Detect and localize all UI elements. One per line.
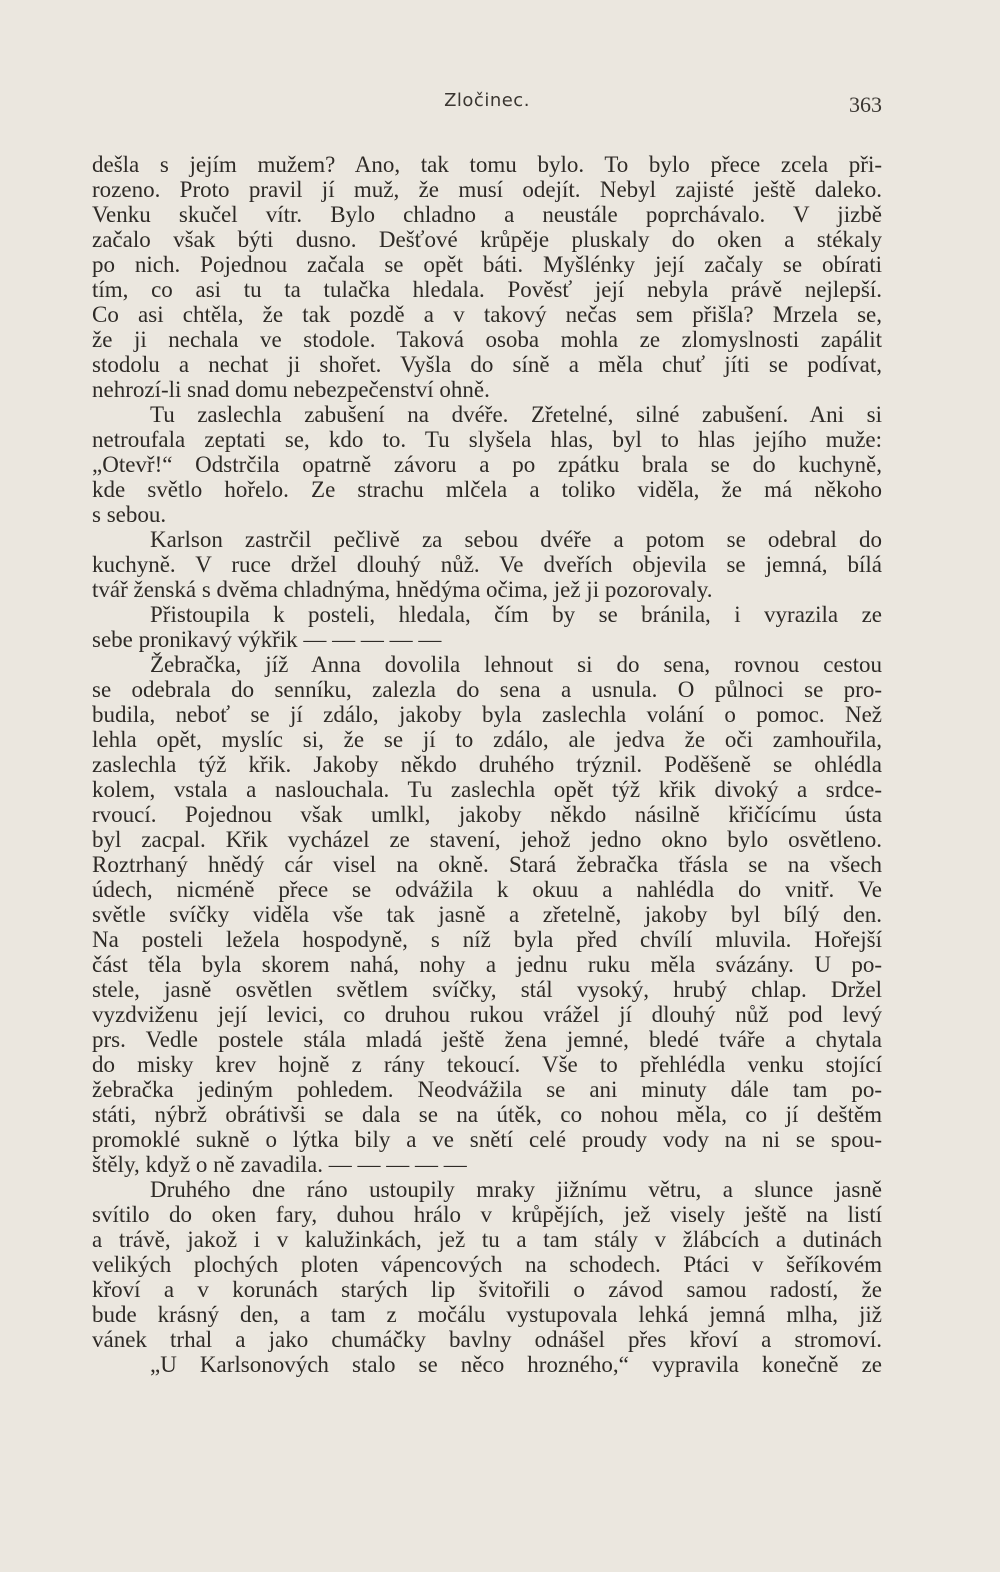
text-line: zaslechla týž křik. Jakoby někdo druhého trýznil. Poděšeně se ohlédla bbox=[92, 752, 882, 777]
text-line: rvoucí. Pojednou však umlkl, jakoby někdo násilně křičícímu ústa bbox=[92, 802, 882, 827]
chapter-title: Zločinec. bbox=[444, 90, 530, 111]
text-line: netroufala zeptati se, kdo to. Tu slyšela hlas, byl to hlas jejího muže: bbox=[92, 427, 882, 452]
text-line: svítilo do oken fary, duhou hrálo v krůpějích, jež visely ještě na listí bbox=[92, 1202, 882, 1227]
text-line: stele, jasně osvětlen světlem svíčky, stál vysoký, hrubý chlap. Držel bbox=[92, 977, 882, 1002]
text-line: Co asi chtěla, že tak pozdě a v takový nečas sem přišla? Mrzela se, bbox=[92, 302, 882, 327]
text-line: kolem, vstala a naslouchala. Tu zaslechla opět týž křik divoký a srdce- bbox=[92, 777, 882, 802]
text-line: vánek trhal a jako chumáčky bavlny odnášel přes křoví a stromoví. bbox=[92, 1327, 882, 1352]
text-line: Přistoupila k posteli, hledala, čím by se bránila, i vyrazila ze bbox=[150, 602, 882, 627]
text-line: sebe pronikavý výkřik — — — — — bbox=[92, 627, 442, 652]
text-line: byl zacpal. Křik vycházel ze stavení, jehož jedno okno bylo osvětleno. bbox=[92, 827, 882, 852]
text-line: kuchyně. V ruce držel dlouhý nůž. Ve dveřích objevila se jemná, bílá bbox=[92, 552, 882, 577]
text-line: světle svíčky viděla vše tak jasně a zřetelně, jakoby byl bílý den. bbox=[92, 902, 882, 927]
text-line: štěly, když o ně zavadila. — — — — — bbox=[92, 1152, 467, 1177]
text-line: tím, co asi tu ta tulačka hledala. Pověsť její nebyla právě nejlepší. bbox=[92, 277, 882, 302]
text-line: dešla s jejím mužem? Ano, tak tomu bylo. To bylo přece zcela při- bbox=[92, 152, 882, 177]
text-line: tvář ženská s dvěma chladnýma, hnědýma očima, jež ji pozorovaly. bbox=[92, 577, 713, 602]
text-line: budila, neboť se jí zdálo, jakoby byla zaslechla volání o pomoc. Než bbox=[92, 702, 882, 727]
text-line: Roztrhaný hnědý cár visel na okně. Stará žebračka třásla se na všech bbox=[92, 852, 882, 877]
text-line: žebračka jediným pohledem. Neodvážila se ani minuty dále tam po- bbox=[92, 1077, 882, 1102]
text-line: „Otevř!“ Odstrčila opatrně závoru a po zpátku brala se do kuchyně, bbox=[92, 452, 882, 477]
page-number: 363 bbox=[849, 92, 882, 117]
text-line: začalo však býti dusno. Dešťové krůpěje pluskaly do oken a stékaly bbox=[92, 227, 882, 252]
text-line: promoklé sukně o lýtka bily a ve snětí celé proudy vody na ni se spou- bbox=[92, 1127, 882, 1152]
text-line: Tu zaslechla zabušení na dvéře. Zřetelné, silné zabušení. Ani si bbox=[150, 402, 882, 427]
text-line: do misky krev hojně z rány tekoucí. Vše to přehlédla venku stojící bbox=[92, 1052, 882, 1077]
text-line: vyzdviženu její levici, co druhou rukou vrážel jí dlouhý nůž pod levý bbox=[92, 1002, 882, 1027]
running-head bbox=[92, 90, 882, 120]
text-line: Karlson zastrčil pečlivě za sebou dvéře a potom se odebral do bbox=[150, 527, 882, 552]
text-line: Na posteli ležela hospodyně, s níž byla před chvílí mluvila. Hořejší bbox=[92, 927, 882, 952]
text-line: nehrozí-li snad domu nebezpečenství ohně. bbox=[92, 377, 490, 402]
text-line: Druhého dne ráno ustoupily mraky jižnímu větru, a slunce jasně bbox=[150, 1177, 882, 1202]
text-line: stodolu a nechat ji shořet. Vyšla do síně a měla chuť jíti se podívat, bbox=[92, 352, 882, 377]
text-line: Venku skučel vítr. Bylo chladno a neustále poprchávalo. V jizbě bbox=[92, 202, 882, 227]
text-line: s sebou. bbox=[92, 502, 167, 527]
text-line: rozeno. Proto pravil jí muž, že musí odejít. Nebyl zajisté ještě daleko. bbox=[92, 177, 882, 202]
text-line: Žebračka, jíž Anna dovolila lehnout si do sena, rovnou cestou bbox=[150, 652, 882, 677]
text-line: údech, nicméně přece se odvážila k okuu a nahlédla do vnitř. Ve bbox=[92, 877, 882, 902]
text-line: bude krásný den, a tam z močálu vystupovala lehká jemná mlha, již bbox=[92, 1302, 882, 1327]
text-line: po nich. Pojednou začala se opět báti. Myšlénky její začaly se obírati bbox=[92, 252, 882, 277]
body-text bbox=[92, 152, 882, 1377]
text-line: se odebrala do senníku, zalezla do sena a usnula. O půlnoci se pro- bbox=[92, 677, 882, 702]
text-line: že ji nechala ve stodole. Taková osoba mohla ze zlomyslnosti zapálit bbox=[92, 327, 882, 352]
text-line: a trávě, jakož i v kalužinkách, jež tu a tam stály v žlábcích a dutinách bbox=[92, 1227, 882, 1252]
text-line: část těla byla skorem nahá, nohy a jednu ruku měla svázány. U po- bbox=[92, 952, 882, 977]
text-line: lehla opět, myslíc si, že se jí to zdálo, ale jedva že oči zamhouřila, bbox=[92, 727, 882, 752]
text-line: státi, nýbrž obrátivši se dala se na útěk, co nohou měla, co jí deštěm bbox=[92, 1102, 882, 1127]
text-line: kde světlo hořelo. Ze strachu mlčela a toliko viděla, že má někoho bbox=[92, 477, 882, 502]
text-line: křoví a v korunách starých lip švitořili o závod samou radostí, že bbox=[92, 1277, 882, 1302]
text-line: velikých plochých ploten vápencových na schodech. Ptáci v šeříkovém bbox=[92, 1252, 882, 1277]
text-line: „U Karlsonových stalo se něco hrozného,“ vypravila konečně ze bbox=[150, 1352, 882, 1377]
text-line: prs. Vedle postele stála mladá ještě žena jemné, bledé tváře a chytala bbox=[92, 1027, 882, 1052]
